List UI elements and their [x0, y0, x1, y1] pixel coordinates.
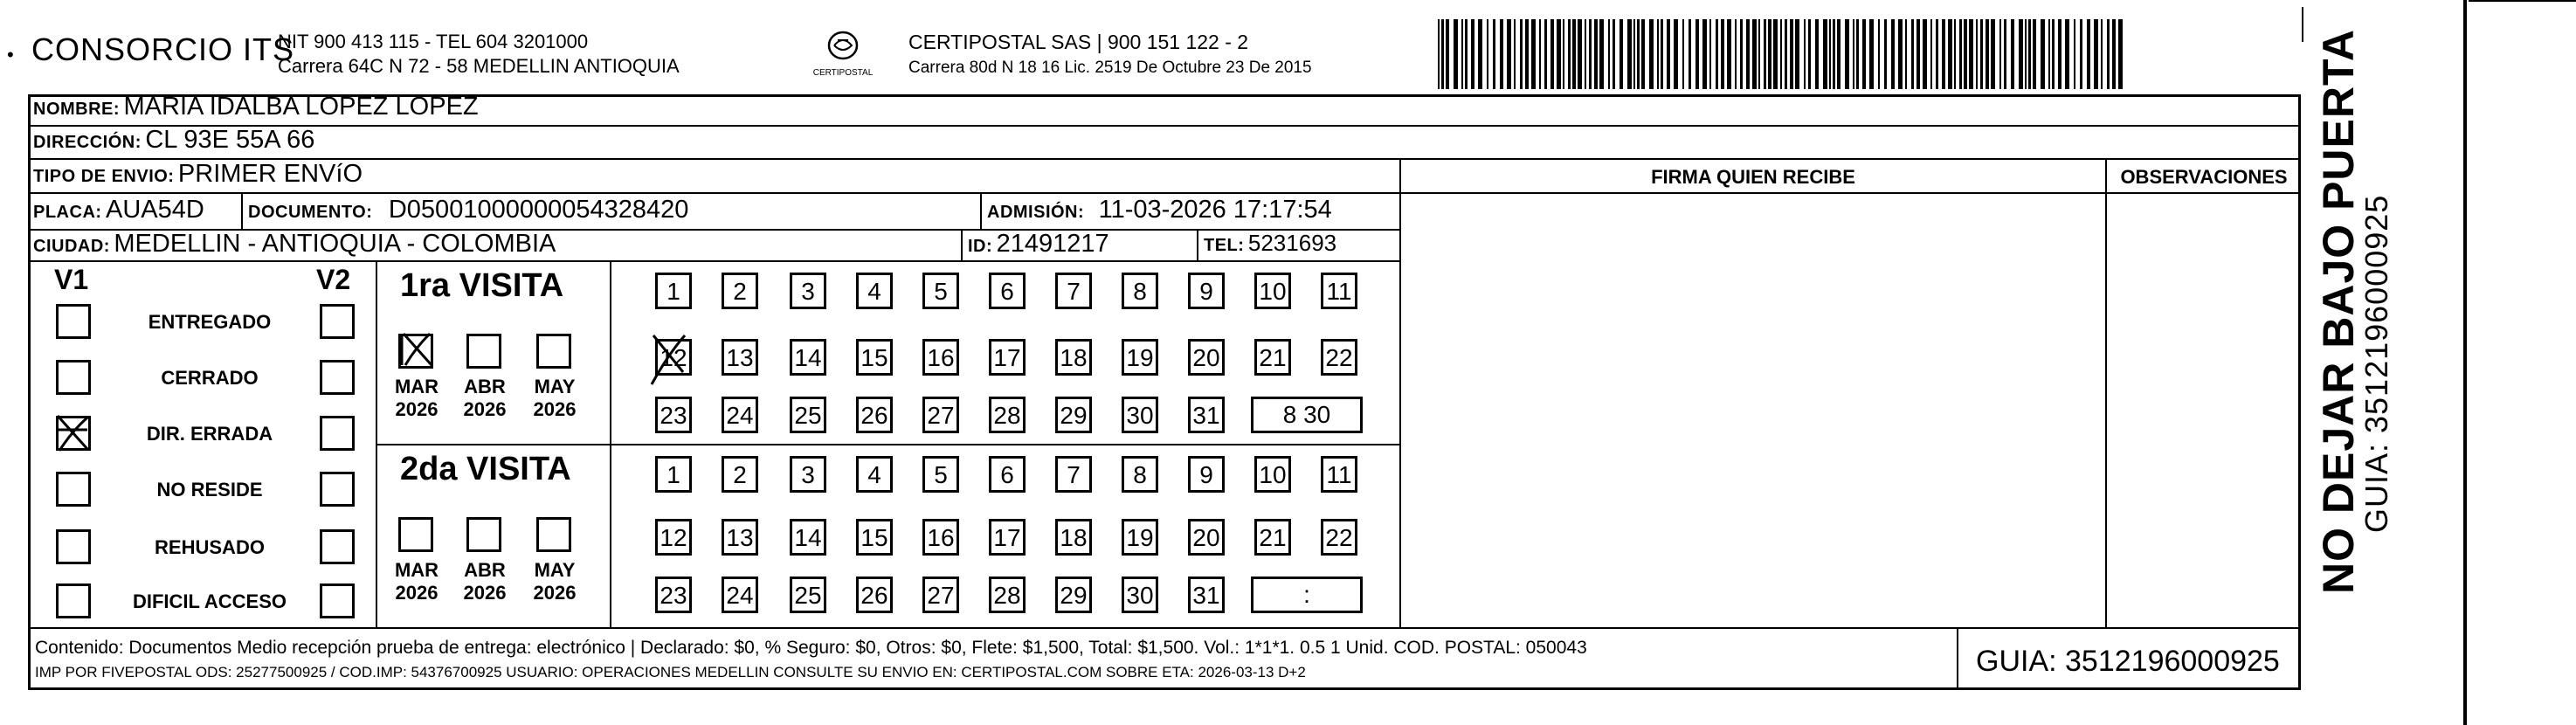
- barcode-bar: [1695, 19, 1699, 89]
- barcode-bar: [2080, 19, 2082, 89]
- second-visit-day-26[interactable]: 26: [856, 577, 893, 613]
- first-visit-day-25[interactable]: 25: [790, 397, 826, 433]
- second-visit-day-13[interactable]: 13: [722, 519, 758, 556]
- company-name: CONSORCIO ITS: [31, 31, 295, 67]
- barcode-bar: [1856, 19, 1859, 89]
- first-visit-day-3[interactable]: 3: [790, 273, 826, 309]
- divider-firma: [1399, 159, 1401, 628]
- second-visit-day-10[interactable]: 10: [1254, 456, 1291, 493]
- month-year: 2026: [463, 398, 507, 420]
- month-name: MAY: [534, 559, 576, 581]
- barcode-bar: [2118, 19, 2123, 89]
- barcode-bar: [1790, 19, 1793, 89]
- barcode-bar: [2065, 19, 2069, 89]
- first-visit-day-23[interactable]: 23: [655, 397, 692, 433]
- barcode-bar: [1525, 19, 1529, 89]
- barcode-bar: [2101, 19, 2103, 89]
- direccion-label: DIRECCIÓN:: [33, 133, 142, 152]
- first-visit-day-10[interactable]: 10: [1254, 273, 1291, 309]
- first-visit-day-2[interactable]: 2: [722, 273, 758, 309]
- first-visit-day-30[interactable]: 30: [1122, 397, 1158, 433]
- barcode-bar: [2011, 19, 2014, 89]
- barcode-bar: [1637, 19, 1640, 89]
- barcode-bar: [1478, 19, 1482, 89]
- month-checkbox[interactable]: [466, 517, 501, 552]
- certipostal-logo: [808, 26, 878, 87]
- barcode-bar: [2087, 19, 2090, 89]
- month-year: 2026: [533, 398, 577, 420]
- second-visit-day-24[interactable]: 24: [722, 577, 758, 613]
- barcode-bar: [1441, 19, 1444, 89]
- first-visit-day-26[interactable]: 26: [856, 397, 893, 433]
- month-checkbox[interactable]: [536, 517, 571, 552]
- barcode-bar: [1619, 19, 1623, 89]
- barcode-bar: [1911, 19, 1914, 89]
- barcode-bar: [1657, 19, 1659, 89]
- month-year: 2026: [463, 582, 507, 604]
- barcode-bar: [1923, 19, 1927, 89]
- barcode-bar: [2004, 19, 2006, 89]
- second-visit-day-20[interactable]: 20: [1188, 519, 1225, 556]
- first-visit-day-21[interactable]: 21: [1254, 339, 1291, 376]
- barcode-bar: [1837, 19, 1840, 89]
- first-visit-day-22[interactable]: 22: [1321, 339, 1357, 376]
- second-visit-time-box[interactable]: :: [1251, 577, 1363, 613]
- first-visit-day-15[interactable]: 15: [856, 339, 893, 376]
- second-visit-day-29[interactable]: 29: [1055, 577, 1092, 613]
- second-visit-day-31[interactable]: 31: [1188, 577, 1225, 613]
- v2-checkbox[interactable]: [320, 583, 355, 618]
- barcode-bar: [1969, 19, 1973, 89]
- month-checkbox[interactable]: [536, 334, 571, 369]
- barcode-bar: [1735, 19, 1737, 89]
- barcode-bar: [1930, 19, 1932, 89]
- second-visit-day-22[interactable]: 22: [1321, 519, 1357, 556]
- month-name: ABR: [464, 376, 506, 397]
- barcode-bar: [1746, 19, 1750, 89]
- barcode-bar: [2052, 19, 2055, 89]
- rule-3: [28, 192, 2299, 194]
- footer-content-line: Contenido: Documentos Medio recepción prueba de entrega: electrónico | Declarado: $0, % Seguro: $0, Otros: $0, Flete: $1,500, Total: $1,500. Vol.: 1*1*1. 0.5 1 Unid. COD. POSTAL: 050043: [35, 638, 1587, 658]
- month-checkbox[interactable]: [466, 334, 501, 369]
- barcode-bar: [1608, 19, 1610, 89]
- month-label: [526, 559, 584, 604]
- first-visit-day-19[interactable]: 19: [1122, 339, 1158, 376]
- barcode-bar: [1829, 19, 1831, 89]
- barcode-bar: [1500, 19, 1503, 89]
- second-visit-day-18[interactable]: 18: [1055, 519, 1092, 556]
- second-visit-day-28[interactable]: 28: [989, 577, 1026, 613]
- first-visit-day-20[interactable]: 20: [1188, 339, 1225, 376]
- status-label: ENTREGADO: [148, 311, 272, 333]
- barcode-bar: [1795, 19, 1799, 89]
- divider-obs: [2105, 159, 2107, 628]
- first-visit-day-6[interactable]: 6: [989, 273, 1026, 309]
- barcode-bar: [1520, 19, 1523, 89]
- divider-id: [961, 229, 963, 260]
- second-visit-day-30[interactable]: 30: [1122, 577, 1158, 613]
- certipostal-line: CERTIPOSTAL SAS | 900 151 122 - 2: [908, 31, 1249, 53]
- barcode-bar: [1689, 19, 1691, 89]
- barcode-bar: [1878, 19, 1880, 89]
- barcode-bar: [1980, 19, 1983, 89]
- barcode-bar: [1507, 19, 1511, 89]
- barcode-bar: [1752, 19, 1757, 89]
- second-visit-day-16[interactable]: 16: [922, 519, 959, 556]
- address-line: Carrera 64C N 72 - 58 MEDELLIN ANTIOQUIA: [278, 55, 680, 77]
- first-visit-day-9[interactable]: 9: [1188, 273, 1225, 309]
- barcode-bar: [1999, 19, 2001, 89]
- barcode-bar: [1891, 19, 1895, 89]
- second-visit-day-17[interactable]: 17: [989, 519, 1026, 556]
- barcode-bar: [1991, 19, 1995, 89]
- month-label: [456, 376, 514, 421]
- second-visit-day-11[interactable]: 11: [1321, 456, 1357, 493]
- barcode-bar: [1539, 19, 1541, 89]
- barcode-bar: [1780, 19, 1782, 89]
- direccion-field: [33, 126, 314, 155]
- barcode-bar: [2033, 19, 2036, 89]
- rule-5: [28, 260, 1399, 262]
- first-visit-day-8[interactable]: 8: [1122, 273, 1158, 309]
- documento-value: D05001000000054328420: [388, 196, 689, 224]
- barcode-bar: [1454, 19, 1458, 89]
- certipostal-logo-icon: [808, 26, 878, 70]
- barcode-bar: [1884, 19, 1887, 89]
- divider-visits: [376, 444, 1399, 445]
- month-label: [456, 559, 514, 604]
- second-visit-day-6[interactable]: 6: [989, 456, 1026, 493]
- first-visit-day-17[interactable]: 17: [989, 339, 1026, 376]
- ciudad-field: [33, 230, 556, 259]
- second-visit-day-3[interactable]: 3: [790, 456, 826, 493]
- second-visit-day-2[interactable]: 2: [722, 456, 758, 493]
- nombre-label: NOMBRE:: [33, 100, 121, 119]
- barcode-bar: [1764, 19, 1766, 89]
- barcode-bar: [1465, 19, 1468, 89]
- month-year: 2026: [533, 582, 577, 604]
- barcode-bar: [1716, 19, 1718, 89]
- first-visit-day-28[interactable]: 28: [989, 397, 1026, 433]
- second-visit-day-21[interactable]: 21: [1254, 519, 1291, 556]
- barcode-bar: [1853, 19, 1854, 89]
- first-visit-day-13[interactable]: 13: [722, 339, 758, 376]
- second-visit-day-9[interactable]: 9: [1188, 456, 1225, 493]
- barcode-bar: [1641, 19, 1645, 89]
- second-visit-day-14[interactable]: 14: [790, 519, 826, 556]
- status-label: REHUSADO: [155, 536, 265, 558]
- barcode-bar: [2025, 19, 2027, 89]
- id-label: ID:: [968, 237, 993, 256]
- second-visit-day-15[interactable]: 15: [856, 519, 893, 556]
- status-label: DIFICIL ACCESO: [132, 590, 287, 612]
- barcode-bar: [1487, 19, 1488, 89]
- ciudad-label: CIUDAD:: [33, 237, 110, 256]
- barcode-bar: [2058, 19, 2061, 89]
- barcode-bar: [1768, 19, 1771, 89]
- first-visit-day-1[interactable]: 1: [655, 273, 692, 309]
- status-label: DIR. ERRADA: [146, 423, 273, 445]
- barcode-bar: [2041, 19, 2045, 89]
- barcode-bar: [1550, 19, 1554, 89]
- id-field: [968, 230, 1109, 259]
- divider-admision: [980, 193, 982, 229]
- second-visit-day-1[interactable]: 1: [655, 456, 692, 493]
- barcode-bar: [1948, 19, 1952, 89]
- barcode-bar: [1727, 19, 1731, 89]
- barcode-bar: [1544, 19, 1547, 89]
- firma-header: FIRMA QUIEN RECIBE: [1651, 166, 1855, 188]
- barcode-bar: [1568, 19, 1571, 89]
- barcode-bar: [1936, 19, 1938, 89]
- v2-checkbox[interactable]: [320, 360, 355, 395]
- license-line: Carrera 80d N 18 16 Lic. 2519 De Octubre 23 De 2015: [908, 59, 1312, 77]
- tel-value: 5231693: [1247, 230, 1337, 256]
- direccion-value: CL 93E 55A 66: [145, 126, 315, 154]
- first-visit-day-18[interactable]: 18: [1055, 339, 1092, 376]
- barcode-bar: [1808, 19, 1811, 89]
- first-visit-day-12[interactable]: 12: [655, 339, 692, 376]
- second-visit-day-25[interactable]: 25: [790, 577, 826, 613]
- second-visit-day-23[interactable]: 23: [655, 577, 692, 613]
- tel-label: TEL:: [1204, 236, 1245, 255]
- month-name: ABR: [464, 559, 506, 581]
- second-visit-day-12[interactable]: 12: [655, 519, 692, 556]
- observaciones-header: OBSERVACIONES: [2120, 166, 2288, 188]
- barcode-bar: [1869, 19, 1874, 89]
- barcode-bar: [2107, 19, 2110, 89]
- second-visit-day-8[interactable]: 8: [1122, 456, 1158, 493]
- barcode-bar: [2048, 19, 2050, 89]
- barcode-bar: [1594, 19, 1598, 89]
- barcode-bar: [1773, 19, 1778, 89]
- barcode-bar: [1627, 19, 1632, 89]
- nombre-value: MARIA IDALBA LOPEZ LOPEZ: [123, 93, 479, 121]
- barcode-bar: [1942, 19, 1945, 89]
- v1-checkbox[interactable]: [56, 304, 91, 339]
- barcode-bar: [1557, 19, 1561, 89]
- barcode-bar: [1531, 19, 1536, 89]
- barcode-bar: [2028, 19, 2031, 89]
- status-label: CERRADO: [161, 367, 259, 389]
- barcode-bar: [1438, 19, 1440, 89]
- day-handwritten-mark: [648, 334, 692, 386]
- barcode-bar: [1845, 19, 1849, 89]
- barcode-bar: [1804, 19, 1806, 89]
- admision-field: [987, 196, 1332, 224]
- rule-1: [28, 125, 2299, 127]
- barcode-bar: [2112, 19, 2116, 89]
- barcode-bar: [1514, 19, 1516, 89]
- barcode-bar: [1905, 19, 1907, 89]
- barcode-bar: [1461, 19, 1463, 89]
- placa-label: PLACA:: [33, 203, 102, 222]
- first-visit-day-29[interactable]: 29: [1055, 397, 1092, 433]
- ciudad-value: MEDELLIN - ANTIOQUIA - COLOMBIA: [114, 230, 556, 258]
- barcode-bar: [1613, 19, 1615, 89]
- barcode-bar: [1721, 19, 1724, 89]
- documento-label: DOCUMENTO:: [248, 203, 373, 222]
- footer-guia: GUIA: 3512196000925: [1976, 645, 2280, 678]
- barcode-bar: [1702, 19, 1707, 89]
- barcode-bar: [1959, 19, 1962, 89]
- tipo-envio-value: PRIMER ENVíO: [177, 160, 363, 188]
- bullet-mark: •: [7, 44, 14, 66]
- v2-header: V2: [316, 264, 351, 295]
- logo-text: CERTIPOSTAL: [812, 68, 874, 78]
- barcode-bar: [1916, 19, 1920, 89]
- barcode-bar: [1954, 19, 1956, 89]
- v1-checkbox[interactable]: [56, 583, 91, 618]
- second-visit-day-27[interactable]: 27: [922, 577, 959, 613]
- barcode-bar: [1667, 19, 1670, 89]
- status-handwritten-mark: [54, 412, 93, 454]
- tipo-envio-label: TIPO DE ENVIO:: [33, 167, 175, 186]
- first-visit-day-14[interactable]: 14: [790, 339, 826, 376]
- barcode-bar: [1585, 19, 1586, 89]
- barcode-bar: [1599, 19, 1604, 89]
- barcode-bar: [1589, 19, 1592, 89]
- page-edge-top: [2469, 0, 2576, 2]
- barcode-bar: [1446, 19, 1449, 89]
- month-handwritten-mark: [398, 330, 437, 369]
- barcode-bar: [1815, 19, 1819, 89]
- barcode-bar: [1661, 19, 1663, 89]
- side-title: NO DEJAR BAJO PUERTA: [2314, 29, 2363, 594]
- barcode-bar: [1862, 19, 1866, 89]
- month-year: 2026: [395, 398, 439, 420]
- barcode: [1438, 19, 2128, 89]
- first-visit-day-4[interactable]: 4: [856, 273, 893, 309]
- id-value: 21491217: [996, 230, 1109, 258]
- status-label: NO RESIDE: [156, 479, 263, 501]
- v2-checkbox[interactable]: [320, 472, 355, 507]
- v2-checkbox[interactable]: [320, 529, 355, 564]
- v2-checkbox[interactable]: [320, 416, 355, 451]
- barcode-bar: [1740, 19, 1743, 89]
- v1-header: V1: [54, 264, 89, 295]
- barcode-bar: [1785, 19, 1787, 89]
- page-edge-line: [2463, 0, 2467, 725]
- barcode-bar: [1976, 19, 1978, 89]
- month-year: 2026: [395, 582, 439, 604]
- v1-checkbox[interactable]: [56, 472, 91, 507]
- barcode-bar: [1563, 19, 1564, 89]
- v1-checkbox[interactable]: [56, 529, 91, 564]
- second-visit-day-7[interactable]: 7: [1055, 456, 1092, 493]
- placa-value: AUA54D: [106, 196, 204, 224]
- month-name: MAR: [394, 376, 439, 397]
- nombre-field: [33, 93, 479, 121]
- month-label: [388, 559, 445, 604]
- second-visit-day-5[interactable]: 5: [922, 456, 959, 493]
- edge-mark: [2302, 7, 2303, 42]
- first-visit-day-5[interactable]: 5: [922, 273, 959, 309]
- documento-field: [248, 196, 688, 224]
- first-visit-day-11[interactable]: 11: [1321, 273, 1357, 309]
- month-label: [526, 376, 584, 421]
- barcode-bar: [1572, 19, 1576, 89]
- barcode-bar: [1649, 19, 1654, 89]
- admision-value: 11-03-2026 17:17:54: [1098, 196, 1332, 224]
- month-name: MAR: [394, 559, 439, 581]
- first-visit-day-31[interactable]: 31: [1188, 397, 1225, 433]
- barcode-bar: [1674, 19, 1678, 89]
- barcode-bar: [2019, 19, 2023, 89]
- barcode-bar: [1578, 19, 1582, 89]
- month-label: [388, 376, 445, 421]
- footer-imp-line: IMP POR FIVEPOSTAL ODS: 25277500925 / COD.IMP: 54376700925 USUARIO: OPERACIONES MEDELLIN CONSULTE SU ENVIO EN: CERTIPOSTAL.COM SOBRE ETA: 2026-03-13 D+2: [35, 664, 1306, 680]
- month-checkbox[interactable]: [398, 517, 433, 552]
- first-visit-day-16[interactable]: 16: [922, 339, 959, 376]
- divider-placa: [241, 193, 243, 229]
- v2-checkbox[interactable]: [320, 304, 355, 339]
- tel-field: [1204, 230, 1336, 257]
- first-visit-time-box[interactable]: 8 30: [1251, 397, 1363, 433]
- barcode-bar: [1758, 19, 1760, 89]
- barcode-bar: [1898, 19, 1903, 89]
- second-visit-day-4[interactable]: 4: [856, 456, 893, 493]
- first-visit-day-27[interactable]: 27: [922, 397, 959, 433]
- barcode-bar: [1964, 19, 1967, 89]
- barcode-bar: [2074, 19, 2075, 89]
- divider-guia: [1957, 628, 1958, 689]
- nit-line: NIT 900 413 115 - TEL 604 3201000: [278, 31, 589, 52]
- month-name: MAY: [534, 376, 576, 397]
- v1-checkbox[interactable]: [56, 360, 91, 395]
- barcode-bar: [1709, 19, 1711, 89]
- tipo-envio-field: [33, 160, 363, 189]
- divider-tel: [1197, 229, 1198, 260]
- placa-field: [33, 196, 204, 224]
- barcode-bar: [2094, 19, 2098, 89]
- barcode-bar: [1986, 19, 1989, 89]
- first-visit-day-24[interactable]: 24: [722, 397, 758, 433]
- barcode-bar: [1682, 19, 1684, 89]
- rule-2: [28, 158, 2299, 160]
- barcode-bar: [1633, 19, 1635, 89]
- admision-label: ADMISIÓN:: [987, 203, 1085, 222]
- second-visit-day-19[interactable]: 19: [1122, 519, 1158, 556]
- barcode-bar: [1823, 19, 1827, 89]
- first-visit-title: 1ra VISITA: [400, 267, 564, 304]
- barcode-bar: [1833, 19, 1835, 89]
- rule-footer: [28, 627, 2299, 629]
- first-visit-day-7[interactable]: 7: [1055, 273, 1092, 309]
- second-visit-title: 2da VISITA: [400, 451, 571, 487]
- side-guia: GUIA: 3512196000925: [2358, 194, 2394, 533]
- barcode-bar: [1471, 19, 1474, 89]
- barcode-bar: [1493, 19, 1495, 89]
